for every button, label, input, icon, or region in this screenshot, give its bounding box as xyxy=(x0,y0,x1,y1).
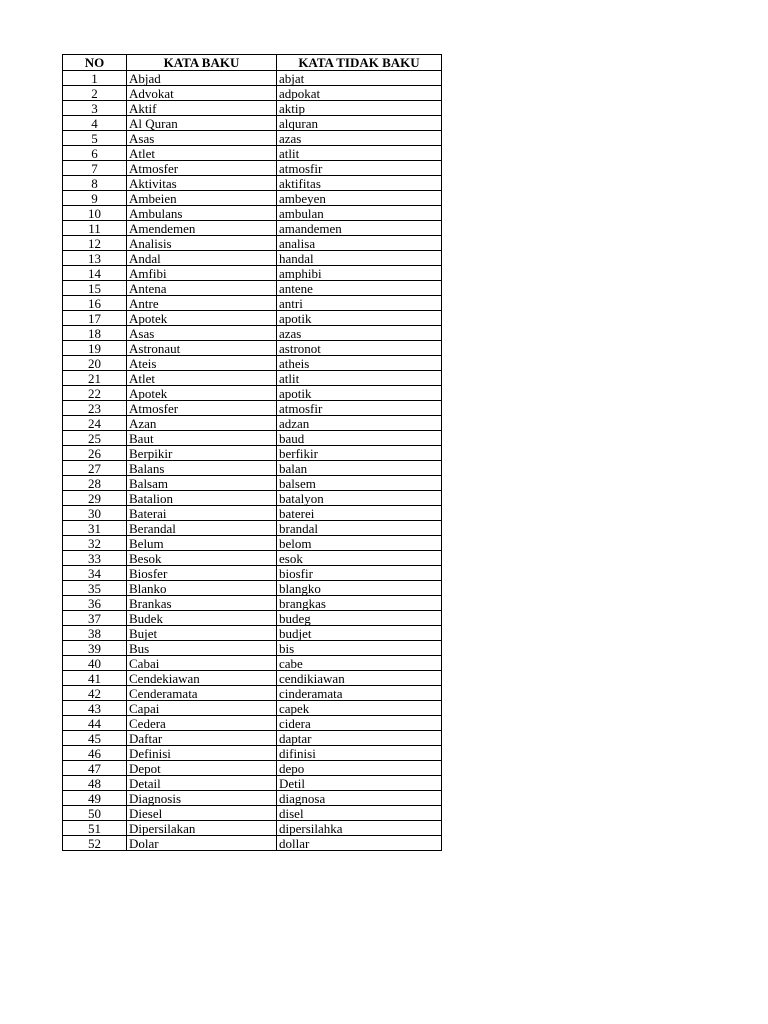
cell-kata-baku: Daftar xyxy=(127,731,277,746)
table-row xyxy=(63,311,442,326)
table-row xyxy=(63,491,442,506)
table-row xyxy=(63,791,442,806)
cell-no: 28 xyxy=(63,476,127,491)
cell-no: 16 xyxy=(63,296,127,311)
cell-no: 40 xyxy=(63,656,127,671)
table-row xyxy=(63,206,442,221)
cell-no: 6 xyxy=(63,146,127,161)
cell-kata-baku: Atmosfer xyxy=(127,161,277,176)
cell-no: 42 xyxy=(63,686,127,701)
cell-kata-baku: Berpikir xyxy=(127,446,277,461)
cell-kata-tidak-baku: astronot xyxy=(277,341,442,356)
cell-no: 3 xyxy=(63,101,127,116)
cell-kata-tidak-baku: baud xyxy=(277,431,442,446)
cell-kata-tidak-baku: belom xyxy=(277,536,442,551)
cell-kata-tidak-baku: analisa xyxy=(277,236,442,251)
cell-no: 33 xyxy=(63,551,127,566)
table-row xyxy=(63,446,442,461)
header-no: NO xyxy=(63,55,127,71)
cell-kata-baku: Asas xyxy=(127,326,277,341)
cell-kata-baku: Atlet xyxy=(127,146,277,161)
cell-kata-baku: Belum xyxy=(127,536,277,551)
cell-no: 2 xyxy=(63,86,127,101)
cell-no: 7 xyxy=(63,161,127,176)
cell-kata-baku: Bus xyxy=(127,641,277,656)
table-row xyxy=(63,776,442,791)
cell-kata-tidak-baku: balan xyxy=(277,461,442,476)
cell-kata-tidak-baku: ambeyen xyxy=(277,191,442,206)
cell-kata-tidak-baku: aktifitas xyxy=(277,176,442,191)
cell-kata-tidak-baku: azas xyxy=(277,131,442,146)
cell-kata-tidak-baku: abjat xyxy=(277,71,442,86)
cell-kata-tidak-baku: depo xyxy=(277,761,442,776)
table-row xyxy=(63,371,442,386)
table-row xyxy=(63,551,442,566)
cell-kata-baku: Dolar xyxy=(127,836,277,851)
table-row xyxy=(63,476,442,491)
cell-kata-baku: Capai xyxy=(127,701,277,716)
cell-no: 8 xyxy=(63,176,127,191)
table-row xyxy=(63,191,442,206)
cell-kata-tidak-baku: diagnosa xyxy=(277,791,442,806)
cell-kata-tidak-baku: esok xyxy=(277,551,442,566)
cell-no: 47 xyxy=(63,761,127,776)
header-kata-baku: KATA BAKU xyxy=(127,55,277,71)
cell-no: 18 xyxy=(63,326,127,341)
cell-kata-baku: Atmosfer xyxy=(127,401,277,416)
cell-kata-tidak-baku: handal xyxy=(277,251,442,266)
cell-no: 13 xyxy=(63,251,127,266)
table-row xyxy=(63,671,442,686)
cell-kata-baku: Berandal xyxy=(127,521,277,536)
cell-no: 14 xyxy=(63,266,127,281)
cell-kata-baku: Asas xyxy=(127,131,277,146)
cell-no: 27 xyxy=(63,461,127,476)
cell-no: 34 xyxy=(63,566,127,581)
cell-no: 41 xyxy=(63,671,127,686)
cell-kata-baku: Definisi xyxy=(127,746,277,761)
cell-kata-baku: Cabai xyxy=(127,656,277,671)
cell-kata-baku: Diagnosis xyxy=(127,791,277,806)
cell-kata-baku: Bujet xyxy=(127,626,277,641)
cell-kata-tidak-baku: aktip xyxy=(277,101,442,116)
cell-kata-tidak-baku: biosfir xyxy=(277,566,442,581)
cell-no: 32 xyxy=(63,536,127,551)
cell-kata-tidak-baku: adpokat xyxy=(277,86,442,101)
table-row xyxy=(63,266,442,281)
cell-kata-baku: Antena xyxy=(127,281,277,296)
cell-kata-tidak-baku: amphibi xyxy=(277,266,442,281)
cell-kata-tidak-baku: apotik xyxy=(277,386,442,401)
cell-kata-tidak-baku: antri xyxy=(277,296,442,311)
cell-kata-baku: Budek xyxy=(127,611,277,626)
table-row xyxy=(63,806,442,821)
table-row xyxy=(63,86,442,101)
cell-kata-tidak-baku: berfikir xyxy=(277,446,442,461)
cell-kata-tidak-baku: atlit xyxy=(277,371,442,386)
cell-kata-baku: Apotek xyxy=(127,311,277,326)
table-row xyxy=(63,836,442,851)
cell-kata-tidak-baku: cabe xyxy=(277,656,442,671)
cell-kata-baku: Cedera xyxy=(127,716,277,731)
table-row xyxy=(63,596,442,611)
table-row xyxy=(63,521,442,536)
word-table xyxy=(62,54,442,851)
cell-kata-baku: Detail xyxy=(127,776,277,791)
cell-kata-baku: Biosfer xyxy=(127,566,277,581)
cell-kata-tidak-baku: antene xyxy=(277,281,442,296)
cell-kata-tidak-baku: dipersilahka xyxy=(277,821,442,836)
cell-no: 10 xyxy=(63,206,127,221)
table-row xyxy=(63,71,442,86)
cell-kata-tidak-baku: daptar xyxy=(277,731,442,746)
cell-kata-tidak-baku: blangko xyxy=(277,581,442,596)
cell-kata-baku: Balans xyxy=(127,461,277,476)
table-row xyxy=(63,716,442,731)
cell-no: 25 xyxy=(63,431,127,446)
cell-kata-tidak-baku: cendikiawan xyxy=(277,671,442,686)
cell-kata-tidak-baku: ambulan xyxy=(277,206,442,221)
cell-no: 19 xyxy=(63,341,127,356)
cell-no: 9 xyxy=(63,191,127,206)
cell-kata-tidak-baku: Detil xyxy=(277,776,442,791)
cell-kata-baku: Ambulans xyxy=(127,206,277,221)
table-row xyxy=(63,116,442,131)
cell-no: 48 xyxy=(63,776,127,791)
cell-no: 21 xyxy=(63,371,127,386)
cell-no: 38 xyxy=(63,626,127,641)
cell-kata-tidak-baku: budjet xyxy=(277,626,442,641)
table-row xyxy=(63,281,442,296)
cell-kata-tidak-baku: balsem xyxy=(277,476,442,491)
table-row xyxy=(63,131,442,146)
table-row xyxy=(63,431,442,446)
cell-no: 5 xyxy=(63,131,127,146)
table-row xyxy=(63,641,442,656)
cell-kata-baku: Aktivitas xyxy=(127,176,277,191)
table-row xyxy=(63,506,442,521)
cell-no: 26 xyxy=(63,446,127,461)
cell-kata-baku: Ambeien xyxy=(127,191,277,206)
cell-no: 49 xyxy=(63,791,127,806)
cell-kata-tidak-baku: difinisi xyxy=(277,746,442,761)
cell-kata-baku: Baterai xyxy=(127,506,277,521)
cell-kata-baku: Atlet xyxy=(127,371,277,386)
cell-kata-baku: Diesel xyxy=(127,806,277,821)
cell-kata-baku: Amendemen xyxy=(127,221,277,236)
cell-kata-tidak-baku: alquran xyxy=(277,116,442,131)
cell-kata-tidak-baku: azas xyxy=(277,326,442,341)
cell-kata-tidak-baku: cinderamata xyxy=(277,686,442,701)
cell-kata-tidak-baku: amandemen xyxy=(277,221,442,236)
cell-kata-tidak-baku: disel xyxy=(277,806,442,821)
cell-kata-baku: Baut xyxy=(127,431,277,446)
table-row xyxy=(63,356,442,371)
header-kata-tidak-baku: KATA TIDAK BAKU xyxy=(277,55,442,71)
cell-no: 50 xyxy=(63,806,127,821)
table-row xyxy=(63,146,442,161)
cell-kata-baku: Andal xyxy=(127,251,277,266)
cell-no: 35 xyxy=(63,581,127,596)
cell-kata-baku: Blanko xyxy=(127,581,277,596)
cell-no: 46 xyxy=(63,746,127,761)
table-row xyxy=(63,416,442,431)
table-body xyxy=(63,71,442,851)
cell-no: 30 xyxy=(63,506,127,521)
cell-no: 4 xyxy=(63,116,127,131)
cell-no: 43 xyxy=(63,701,127,716)
cell-kata-tidak-baku: atmosfir xyxy=(277,161,442,176)
table-row xyxy=(63,581,442,596)
cell-kata-baku: Abjad xyxy=(127,71,277,86)
cell-no: 15 xyxy=(63,281,127,296)
table-row xyxy=(63,536,442,551)
cell-kata-tidak-baku: atheis xyxy=(277,356,442,371)
table-row xyxy=(63,686,442,701)
cell-no: 52 xyxy=(63,836,127,851)
cell-kata-baku: Depot xyxy=(127,761,277,776)
table-row xyxy=(63,701,442,716)
table-row xyxy=(63,461,442,476)
table-row xyxy=(63,161,442,176)
cell-kata-baku: Al Quran xyxy=(127,116,277,131)
table-row xyxy=(63,236,442,251)
cell-kata-baku: Ateis xyxy=(127,356,277,371)
table-row xyxy=(63,221,442,236)
cell-no: 39 xyxy=(63,641,127,656)
table-row xyxy=(63,341,442,356)
cell-kata-tidak-baku: atlit xyxy=(277,146,442,161)
cell-kata-baku: Cendekiawan xyxy=(127,671,277,686)
table-row xyxy=(63,296,442,311)
cell-kata-tidak-baku: apotik xyxy=(277,311,442,326)
cell-no: 23 xyxy=(63,401,127,416)
cell-no: 37 xyxy=(63,611,127,626)
table-row xyxy=(63,101,442,116)
cell-kata-baku: Aktif xyxy=(127,101,277,116)
cell-kata-tidak-baku: capek xyxy=(277,701,442,716)
cell-no: 11 xyxy=(63,221,127,236)
cell-kata-tidak-baku: atmosfir xyxy=(277,401,442,416)
table-row xyxy=(63,626,442,641)
cell-kata-tidak-baku: brangkas xyxy=(277,596,442,611)
cell-kata-baku: Astronaut xyxy=(127,341,277,356)
cell-kata-tidak-baku: bis xyxy=(277,641,442,656)
cell-no: 20 xyxy=(63,356,127,371)
cell-no: 1 xyxy=(63,71,127,86)
cell-no: 45 xyxy=(63,731,127,746)
cell-kata-baku: Cenderamata xyxy=(127,686,277,701)
cell-kata-baku: Dipersilakan xyxy=(127,821,277,836)
cell-no: 17 xyxy=(63,311,127,326)
cell-kata-tidak-baku: dollar xyxy=(277,836,442,851)
table-row xyxy=(63,656,442,671)
cell-no: 22 xyxy=(63,386,127,401)
table-row xyxy=(63,401,442,416)
cell-no: 12 xyxy=(63,236,127,251)
cell-kata-baku: Advokat xyxy=(127,86,277,101)
cell-no: 31 xyxy=(63,521,127,536)
table-row xyxy=(63,251,442,266)
cell-kata-baku: Brankas xyxy=(127,596,277,611)
cell-kata-baku: Amfibi xyxy=(127,266,277,281)
cell-kata-tidak-baku: budeg xyxy=(277,611,442,626)
cell-kata-tidak-baku: cidera xyxy=(277,716,442,731)
table-row xyxy=(63,821,442,836)
cell-kata-baku: Apotek xyxy=(127,386,277,401)
table-row xyxy=(63,566,442,581)
table-row xyxy=(63,176,442,191)
table-header-row xyxy=(63,55,442,71)
cell-kata-baku: Batalion xyxy=(127,491,277,506)
table-row xyxy=(63,731,442,746)
table-row xyxy=(63,746,442,761)
cell-no: 44 xyxy=(63,716,127,731)
cell-no: 29 xyxy=(63,491,127,506)
cell-kata-tidak-baku: batalyon xyxy=(277,491,442,506)
cell-kata-baku: Besok xyxy=(127,551,277,566)
cell-kata-baku: Azan xyxy=(127,416,277,431)
cell-no: 51 xyxy=(63,821,127,836)
cell-no: 24 xyxy=(63,416,127,431)
table-row xyxy=(63,761,442,776)
cell-kata-baku: Analisis xyxy=(127,236,277,251)
cell-kata-tidak-baku: brandal xyxy=(277,521,442,536)
table-row xyxy=(63,326,442,341)
table-row xyxy=(63,386,442,401)
table-row xyxy=(63,611,442,626)
cell-kata-tidak-baku: baterei xyxy=(277,506,442,521)
cell-kata-baku: Antre xyxy=(127,296,277,311)
cell-kata-baku: Balsam xyxy=(127,476,277,491)
cell-kata-tidak-baku: adzan xyxy=(277,416,442,431)
cell-no: 36 xyxy=(63,596,127,611)
